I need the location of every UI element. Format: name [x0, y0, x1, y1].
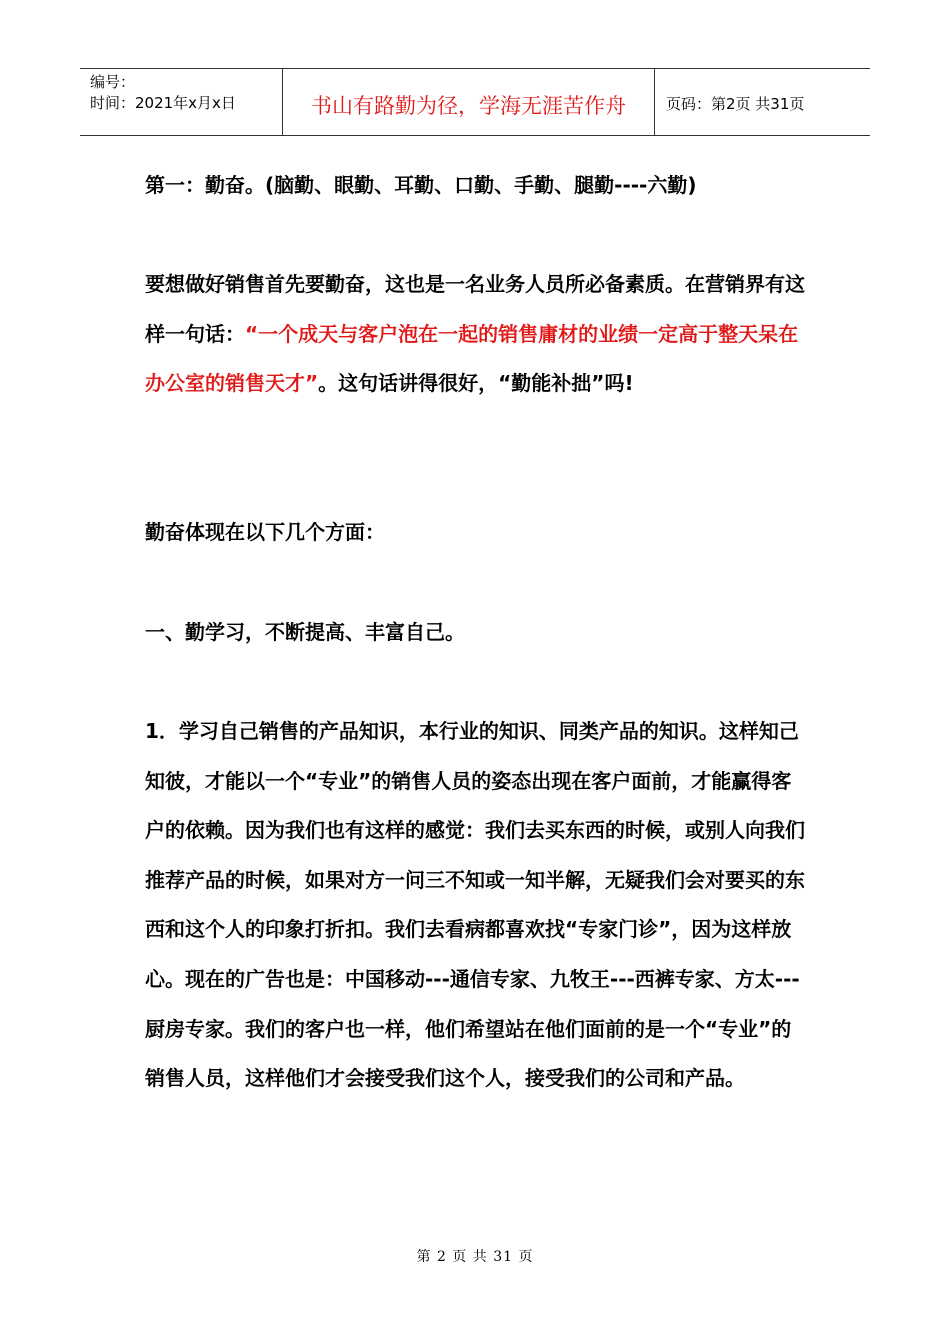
- page-footer: 第 2 页 共 31 页: [416, 1249, 534, 1265]
- section-heading: 第一：勤奋。(脑勤、眼勤、耳勤、口勤、手勤、腿勤----六勤): [145, 173, 697, 197]
- intro-text-part1: 要想做好销售首先要勤奋，这也是一名业务人员所必备素质。在营销界有这样一句话：: [145, 272, 805, 346]
- intro-text-part2: 。这句话讲得很好，“勤能补拙”吗!: [318, 371, 634, 396]
- document-number-label: 编号：: [90, 73, 136, 91]
- header-left-cell: [80, 69, 282, 135]
- aspects-intro: 勤奋体现在以下几个方面：: [145, 520, 385, 544]
- intro-quote: “一个成天与客户泡在一起的销售庸材的业绩一定高于整天呆在办公室的销售天才”: [145, 321, 799, 396]
- section1-title: 一、勤学习，不断提高、丰富自己。: [145, 620, 465, 644]
- page-header: [80, 68, 870, 136]
- header-page-code: 页码：第2页 共31页: [666, 94, 805, 113]
- item1-number: 1．: [145, 719, 179, 743]
- item1-paragraph: [145, 707, 805, 1104]
- document-time-label: 时间：2021年x月x日: [90, 94, 236, 112]
- item1-text: 学习自己销售的产品知识，本行业的知识、同类产品的知识。这样知己知彼，才能以一个“专业”的销售人员的姿态出现在客户面前，才能赢得客户的依赖。因为我们也有这样的感觉：我们去买东西的时候，或别人向我们推荐产品的时候，如果对方一问三不知或一知半解，无疑我们会对要买的东西和这个人的印象打折扣。我们去看病都喜欢找“专家门诊”，因为这样放心。现在的广告也是：中国移动---通信专家、九牧王---西裤专家、方太---厨房专家。我们的客户也一样，他们希望站在他们面前的是一个“专业”的销售人员，这样他们才会接受我们这个人，接受我们的公司和产品。: [145, 719, 805, 1091]
- header-motto: 书山有路勤为径，学海无涯苦作舟: [282, 69, 655, 135]
- intro-paragraph: [145, 260, 805, 409]
